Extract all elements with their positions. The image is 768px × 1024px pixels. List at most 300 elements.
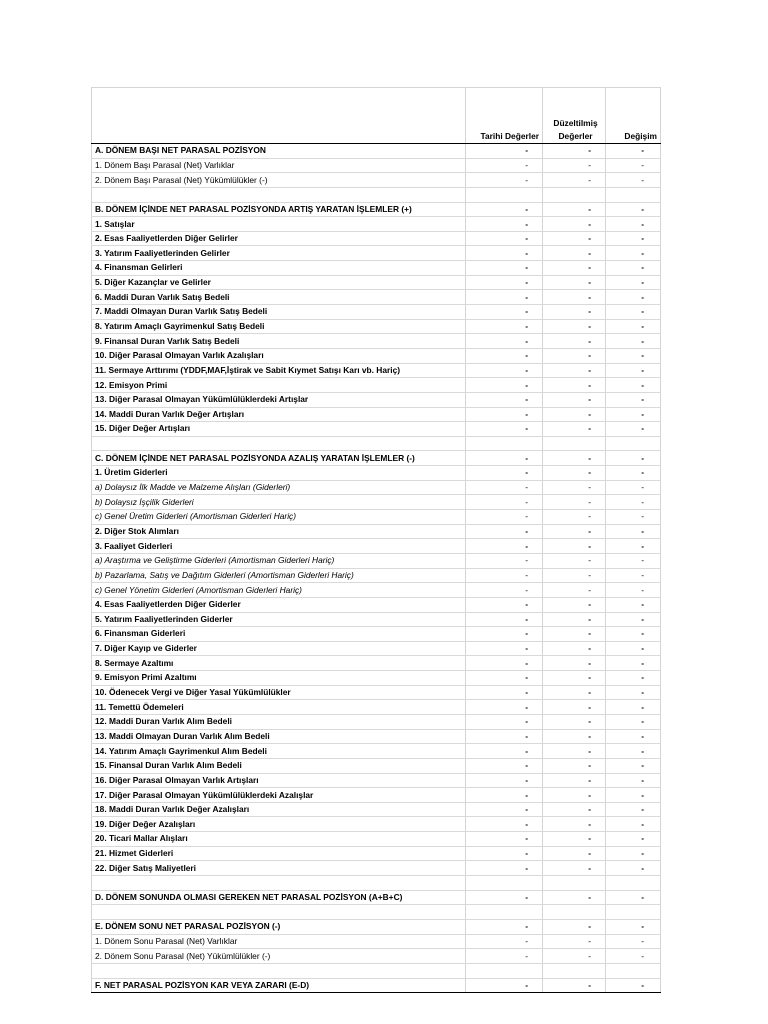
value-degisim: -	[606, 641, 661, 656]
value-tarihi: -	[466, 788, 543, 803]
row-label: 21. Hizmet Giderleri	[92, 846, 466, 861]
blank-row	[92, 876, 661, 891]
table-row	[92, 466, 661, 481]
table-row	[92, 363, 661, 378]
row-label: F. NET PARASAL POZİSYON KAR VEYA ZARARI (E-D)	[92, 978, 466, 993]
value-duzeltilmis: -	[543, 949, 606, 964]
value-degisim: -	[606, 627, 661, 642]
value-duzeltilmis: -	[543, 363, 606, 378]
value-degisim: -	[606, 231, 661, 246]
row-label: 5. Diğer Kazançlar ve Gelirler	[92, 275, 466, 290]
value-duzeltilmis: -	[543, 802, 606, 817]
value-degisim: -	[606, 407, 661, 422]
value-tarihi: -	[466, 861, 543, 876]
value-duzeltilmis: -	[543, 553, 606, 568]
row-label: c) Genel Üretim Giderleri (Amortisman Giderleri Hariç)	[92, 510, 466, 525]
row-label: D. DÖNEM SONUNDA OLMASI GEREKEN NET PARASAL POZİSYON (A+B+C)	[92, 890, 466, 905]
value-duzeltilmis	[543, 187, 606, 202]
table-row	[92, 173, 661, 188]
table-row	[92, 919, 661, 934]
value-tarihi: -	[466, 378, 543, 393]
value-duzeltilmis: -	[543, 480, 606, 495]
value-degisim: -	[606, 817, 661, 832]
table-row	[92, 729, 661, 744]
value-degisim: -	[606, 919, 661, 934]
value-tarihi: -	[466, 407, 543, 422]
table-row	[92, 553, 661, 568]
value-degisim: -	[606, 290, 661, 305]
value-degisim: -	[606, 539, 661, 554]
row-label: 15. Diğer Değer Artışları	[92, 422, 466, 437]
header-duzeltilmis-line1: Düzeltilmiş	[553, 118, 598, 128]
value-tarihi: -	[466, 202, 543, 217]
value-tarihi	[466, 905, 543, 920]
table-row	[92, 407, 661, 422]
value-tarihi: -	[466, 144, 543, 159]
value-tarihi: -	[466, 305, 543, 320]
blank-row	[92, 905, 661, 920]
value-duzeltilmis: -	[543, 290, 606, 305]
row-label: A. DÖNEM BAŞI NET PARASAL POZİSYON	[92, 144, 466, 159]
row-label: 8. Yatırım Amaçlı Gayrimenkul Satış Bedeli	[92, 319, 466, 334]
value-degisim: -	[606, 934, 661, 949]
value-degisim: -	[606, 246, 661, 261]
value-tarihi: -	[466, 363, 543, 378]
value-degisim: -	[606, 392, 661, 407]
value-duzeltilmis: -	[543, 817, 606, 832]
value-tarihi: -	[466, 656, 543, 671]
value-degisim: -	[606, 275, 661, 290]
table-row	[92, 510, 661, 525]
row-label: 9. Finansal Duran Varlık Satış Bedeli	[92, 334, 466, 349]
row-label: 2. Esas Faaliyetlerden Diğer Gelirler	[92, 231, 466, 246]
value-degisim: -	[606, 568, 661, 583]
table-row	[92, 202, 661, 217]
row-label: 12. Emisyon Primi	[92, 378, 466, 393]
value-tarihi: -	[466, 290, 543, 305]
value-degisim: -	[606, 949, 661, 964]
value-degisim	[606, 187, 661, 202]
table-row	[92, 583, 661, 598]
value-tarihi: -	[466, 627, 543, 642]
value-tarihi: -	[466, 846, 543, 861]
value-tarihi: -	[466, 641, 543, 656]
row-label: b) Pazarlama, Satış ve Dağıtım Giderleri (Amortisman Giderleri Hariç)	[92, 568, 466, 583]
row-label: 14. Yatırım Amaçlı Gayrimenkul Alım Bedeli	[92, 744, 466, 759]
value-duzeltilmis: -	[543, 846, 606, 861]
row-label: 13. Diğer Parasal Olmayan Yükümlülüklerdeki Artışlar	[92, 392, 466, 407]
value-tarihi: -	[466, 217, 543, 232]
blank-row	[92, 436, 661, 451]
table-row	[92, 641, 661, 656]
table-row	[92, 890, 661, 905]
blank-row	[92, 963, 661, 978]
value-duzeltilmis	[543, 963, 606, 978]
value-degisim	[606, 905, 661, 920]
value-tarihi: -	[466, 231, 543, 246]
table-row	[92, 627, 661, 642]
row-label: a) Araştırma ve Geliştirme Giderleri (Amortisman Giderleri Hariç)	[92, 553, 466, 568]
row-label	[92, 187, 466, 202]
value-duzeltilmis: -	[543, 261, 606, 276]
value-degisim: -	[606, 788, 661, 803]
row-label: 6. Maddi Duran Varlık Satış Bedeli	[92, 290, 466, 305]
value-tarihi: -	[466, 685, 543, 700]
table-row	[92, 744, 661, 759]
table-row	[92, 846, 661, 861]
value-duzeltilmis: -	[543, 641, 606, 656]
value-degisim	[606, 876, 661, 891]
table-row	[92, 597, 661, 612]
value-tarihi: -	[466, 392, 543, 407]
value-degisim: -	[606, 334, 661, 349]
value-duzeltilmis: -	[543, 773, 606, 788]
row-label: 7. Diğer Kayıp ve Giderler	[92, 641, 466, 656]
value-duzeltilmis: -	[543, 714, 606, 729]
value-tarihi: -	[466, 173, 543, 188]
value-duzeltilmis: -	[543, 422, 606, 437]
value-duzeltilmis: -	[543, 671, 606, 686]
value-tarihi: -	[466, 451, 543, 466]
header-duzeltilmis-degerler	[543, 88, 606, 144]
row-label	[92, 905, 466, 920]
table-row	[92, 422, 661, 437]
value-duzeltilmis: -	[543, 685, 606, 700]
value-degisim: -	[606, 466, 661, 481]
row-label: 13. Maddi Olmayan Duran Varlık Alım Bedeli	[92, 729, 466, 744]
row-label	[92, 963, 466, 978]
row-label: 2. Diğer Stok Alımları	[92, 524, 466, 539]
value-tarihi	[466, 963, 543, 978]
row-label: c) Genel Yönetim Giderleri (Amortisman Giderleri Hariç)	[92, 583, 466, 598]
value-degisim: -	[606, 158, 661, 173]
value-duzeltilmis: -	[543, 348, 606, 363]
value-duzeltilmis: -	[543, 568, 606, 583]
table-row	[92, 817, 661, 832]
value-duzeltilmis: -	[543, 466, 606, 481]
value-degisim: -	[606, 348, 661, 363]
value-duzeltilmis: -	[543, 231, 606, 246]
value-duzeltilmis: -	[543, 890, 606, 905]
value-duzeltilmis: -	[543, 202, 606, 217]
table-row	[92, 524, 661, 539]
table-row	[92, 656, 661, 671]
value-degisim: -	[606, 583, 661, 598]
value-degisim: -	[606, 700, 661, 715]
value-tarihi: -	[466, 758, 543, 773]
value-duzeltilmis: -	[543, 597, 606, 612]
table-row	[92, 261, 661, 276]
value-degisim: -	[606, 524, 661, 539]
value-tarihi: -	[466, 246, 543, 261]
table-row	[92, 568, 661, 583]
row-label: 1. Dönem Sonu Parasal (Net) Varlıklar	[92, 934, 466, 949]
value-duzeltilmis: -	[543, 524, 606, 539]
header-label-cell	[92, 88, 466, 144]
table-row	[92, 319, 661, 334]
value-duzeltilmis: -	[543, 407, 606, 422]
row-label: 15. Finansal Duran Varlık Alım Bedeli	[92, 758, 466, 773]
table-row	[92, 158, 661, 173]
table-row	[92, 773, 661, 788]
value-duzeltilmis: -	[543, 700, 606, 715]
value-degisim: -	[606, 846, 661, 861]
value-degisim: -	[606, 802, 661, 817]
table-row	[92, 348, 661, 363]
table-row	[92, 495, 661, 510]
value-degisim: -	[606, 363, 661, 378]
value-tarihi: -	[466, 319, 543, 334]
value-tarihi: -	[466, 773, 543, 788]
value-tarihi	[466, 436, 543, 451]
header-row	[92, 88, 661, 144]
value-duzeltilmis	[543, 876, 606, 891]
table-row	[92, 334, 661, 349]
value-degisim	[606, 436, 661, 451]
row-label	[92, 436, 466, 451]
value-tarihi: -	[466, 480, 543, 495]
value-duzeltilmis: -	[543, 392, 606, 407]
value-degisim: -	[606, 656, 661, 671]
row-label: 20. Ticari Mallar Alışları	[92, 832, 466, 847]
value-duzeltilmis: -	[543, 744, 606, 759]
table-row	[92, 305, 661, 320]
value-tarihi: -	[466, 890, 543, 905]
value-duzeltilmis: -	[543, 861, 606, 876]
value-degisim: -	[606, 671, 661, 686]
value-degisim: -	[606, 217, 661, 232]
row-label: 2. Dönem Başı Parasal (Net) Yükümlülükler (-)	[92, 173, 466, 188]
value-degisim: -	[606, 495, 661, 510]
value-degisim: -	[606, 510, 661, 525]
table-row	[92, 671, 661, 686]
row-label: 8. Sermaye Azaltımı	[92, 656, 466, 671]
value-degisim	[606, 963, 661, 978]
value-tarihi	[466, 187, 543, 202]
row-label: 19. Diğer Değer Azalışları	[92, 817, 466, 832]
value-degisim: -	[606, 202, 661, 217]
value-degisim: -	[606, 890, 661, 905]
table-row	[92, 861, 661, 876]
row-label: 1. Satışlar	[92, 217, 466, 232]
table-row	[92, 480, 661, 495]
row-label: 3. Yatırım Faaliyetlerinden Gelirler	[92, 246, 466, 261]
value-tarihi: -	[466, 817, 543, 832]
row-label: 6. Finansman Giderleri	[92, 627, 466, 642]
value-tarihi: -	[466, 348, 543, 363]
value-tarihi: -	[466, 744, 543, 759]
value-duzeltilmis: -	[543, 319, 606, 334]
table-row	[92, 217, 661, 232]
table-row	[92, 685, 661, 700]
value-degisim: -	[606, 758, 661, 773]
value-duzeltilmis: -	[543, 656, 606, 671]
value-tarihi: -	[466, 919, 543, 934]
value-duzeltilmis: -	[543, 173, 606, 188]
table-row	[92, 144, 661, 159]
value-degisim: -	[606, 553, 661, 568]
row-label: 16. Diğer Parasal Olmayan Varlık Artışları	[92, 773, 466, 788]
value-degisim: -	[606, 144, 661, 159]
row-label: 4. Finansman Gelirleri	[92, 261, 466, 276]
row-label: C. DÖNEM İÇİNDE NET PARASAL POZİSYONDA AZALIŞ YARATAN İŞLEMLER (-)	[92, 451, 466, 466]
value-degisim: -	[606, 319, 661, 334]
value-duzeltilmis: -	[543, 217, 606, 232]
value-duzeltilmis: -	[543, 510, 606, 525]
value-degisim: -	[606, 861, 661, 876]
value-degisim: -	[606, 305, 661, 320]
value-degisim: -	[606, 832, 661, 847]
value-tarihi: -	[466, 466, 543, 481]
value-tarihi: -	[466, 495, 543, 510]
value-degisim: -	[606, 612, 661, 627]
table-row	[92, 832, 661, 847]
table-row	[92, 934, 661, 949]
value-tarihi: -	[466, 583, 543, 598]
value-tarihi: -	[466, 671, 543, 686]
value-tarihi: -	[466, 612, 543, 627]
value-tarihi: -	[466, 729, 543, 744]
value-duzeltilmis: -	[543, 451, 606, 466]
spreadsheet	[91, 87, 660, 993]
value-duzeltilmis: -	[543, 144, 606, 159]
value-tarihi: -	[466, 978, 543, 993]
value-degisim: -	[606, 773, 661, 788]
value-duzeltilmis: -	[543, 583, 606, 598]
table-row	[92, 275, 661, 290]
row-label: b) Dolaysız İşçilik Giderleri	[92, 495, 466, 510]
row-label: 18. Maddi Duran Varlık Değer Azalışları	[92, 802, 466, 817]
value-duzeltilmis: -	[543, 934, 606, 949]
value-degisim: -	[606, 451, 661, 466]
value-tarihi: -	[466, 714, 543, 729]
value-degisim: -	[606, 714, 661, 729]
row-label: a) Dolaysız İlk Madde ve Malzeme Alışları (Giderleri)	[92, 480, 466, 495]
value-degisim: -	[606, 422, 661, 437]
value-tarihi: -	[466, 422, 543, 437]
value-tarihi: -	[466, 510, 543, 525]
table-row	[92, 802, 661, 817]
row-label: 17. Diğer Parasal Olmayan Yükümlülüklerdeki Azalışlar	[92, 788, 466, 803]
value-duzeltilmis: -	[543, 275, 606, 290]
row-label	[92, 876, 466, 891]
value-tarihi: -	[466, 539, 543, 554]
value-tarihi: -	[466, 568, 543, 583]
value-degisim: -	[606, 261, 661, 276]
row-label: 10. Ödenecek Vergi ve Diğer Yasal Yükümlülükler	[92, 685, 466, 700]
value-duzeltilmis: -	[543, 612, 606, 627]
row-label: E. DÖNEM SONU NET PARASAL POZİSYON (-)	[92, 919, 466, 934]
value-degisim: -	[606, 978, 661, 993]
header-degisim: Değişim	[606, 88, 661, 144]
row-label: 10. Diğer Parasal Olmayan Varlık Azalışları	[92, 348, 466, 363]
value-tarihi: -	[466, 553, 543, 568]
row-label: 4. Esas Faaliyetlerden Diğer Giderler	[92, 597, 466, 612]
value-degisim: -	[606, 480, 661, 495]
row-label: 2. Dönem Sonu Parasal (Net) Yükümlülükler (-)	[92, 949, 466, 964]
table-row	[92, 949, 661, 964]
value-duzeltilmis: -	[543, 495, 606, 510]
value-tarihi: -	[466, 597, 543, 612]
value-duzeltilmis: -	[543, 539, 606, 554]
net-monetary-position-table	[91, 87, 661, 993]
value-tarihi: -	[466, 700, 543, 715]
value-duzeltilmis: -	[543, 158, 606, 173]
table-row	[92, 758, 661, 773]
row-label: 5. Yatırım Faaliyetlerinden Giderler	[92, 612, 466, 627]
value-duzeltilmis: -	[543, 978, 606, 993]
table-row	[92, 612, 661, 627]
value-duzeltilmis	[543, 436, 606, 451]
value-duzeltilmis: -	[543, 729, 606, 744]
value-duzeltilmis: -	[543, 305, 606, 320]
table-row	[92, 700, 661, 715]
value-degisim: -	[606, 744, 661, 759]
value-tarihi	[466, 876, 543, 891]
value-duzeltilmis: -	[543, 378, 606, 393]
blank-row	[92, 187, 661, 202]
value-degisim: -	[606, 378, 661, 393]
header-tarihi-degerler: Tarihi Değerler	[466, 88, 543, 144]
value-tarihi: -	[466, 334, 543, 349]
value-tarihi: -	[466, 524, 543, 539]
table-row	[92, 539, 661, 554]
value-degisim: -	[606, 597, 661, 612]
value-tarihi: -	[466, 934, 543, 949]
table-row	[92, 378, 661, 393]
row-label: 14. Maddi Duran Varlık Değer Artışları	[92, 407, 466, 422]
value-duzeltilmis: -	[543, 334, 606, 349]
row-label: 12. Maddi Duran Varlık Alım Bedeli	[92, 714, 466, 729]
value-duzeltilmis: -	[543, 246, 606, 261]
value-tarihi: -	[466, 261, 543, 276]
row-label: 1. Üretim Giderleri	[92, 466, 466, 481]
value-degisim: -	[606, 729, 661, 744]
row-label: B. DÖNEM İÇİNDE NET PARASAL POZİSYONDA ARTIŞ YARATAN İŞLEMLER (+)	[92, 202, 466, 217]
value-degisim: -	[606, 173, 661, 188]
row-label: 7. Maddi Olmayan Duran Varlık Satış Bedeli	[92, 305, 466, 320]
value-duzeltilmis: -	[543, 788, 606, 803]
value-tarihi: -	[466, 802, 543, 817]
value-degisim: -	[606, 685, 661, 700]
value-duzeltilmis: -	[543, 758, 606, 773]
value-duzeltilmis: -	[543, 832, 606, 847]
table-body	[92, 144, 661, 993]
table-row	[92, 788, 661, 803]
value-tarihi: -	[466, 158, 543, 173]
row-label: 11. Temettü Ödemeleri	[92, 700, 466, 715]
table-row	[92, 290, 661, 305]
header-duzeltilmis-line2: Değerler	[558, 131, 593, 141]
value-duzeltilmis	[543, 905, 606, 920]
value-tarihi: -	[466, 949, 543, 964]
value-tarihi: -	[466, 832, 543, 847]
value-tarihi: -	[466, 275, 543, 290]
row-label: 9. Emisyon Primi Azaltımı	[92, 671, 466, 686]
row-label: 3. Faaliyet Giderleri	[92, 539, 466, 554]
table-row	[92, 246, 661, 261]
table-row	[92, 978, 661, 993]
value-duzeltilmis: -	[543, 627, 606, 642]
table-row	[92, 714, 661, 729]
table-row	[92, 451, 661, 466]
table-row	[92, 231, 661, 246]
row-label: 11. Sermaye Arttırımı (YDDF,MAF,İştirak ve Sabit Kıymet Satışı Karı vb. Hariç)	[92, 363, 466, 378]
table-row	[92, 392, 661, 407]
row-label: 22. Diğer Satış Maliyetleri	[92, 861, 466, 876]
row-label: 1. Dönem Başı Parasal (Net) Varlıklar	[92, 158, 466, 173]
value-duzeltilmis: -	[543, 919, 606, 934]
